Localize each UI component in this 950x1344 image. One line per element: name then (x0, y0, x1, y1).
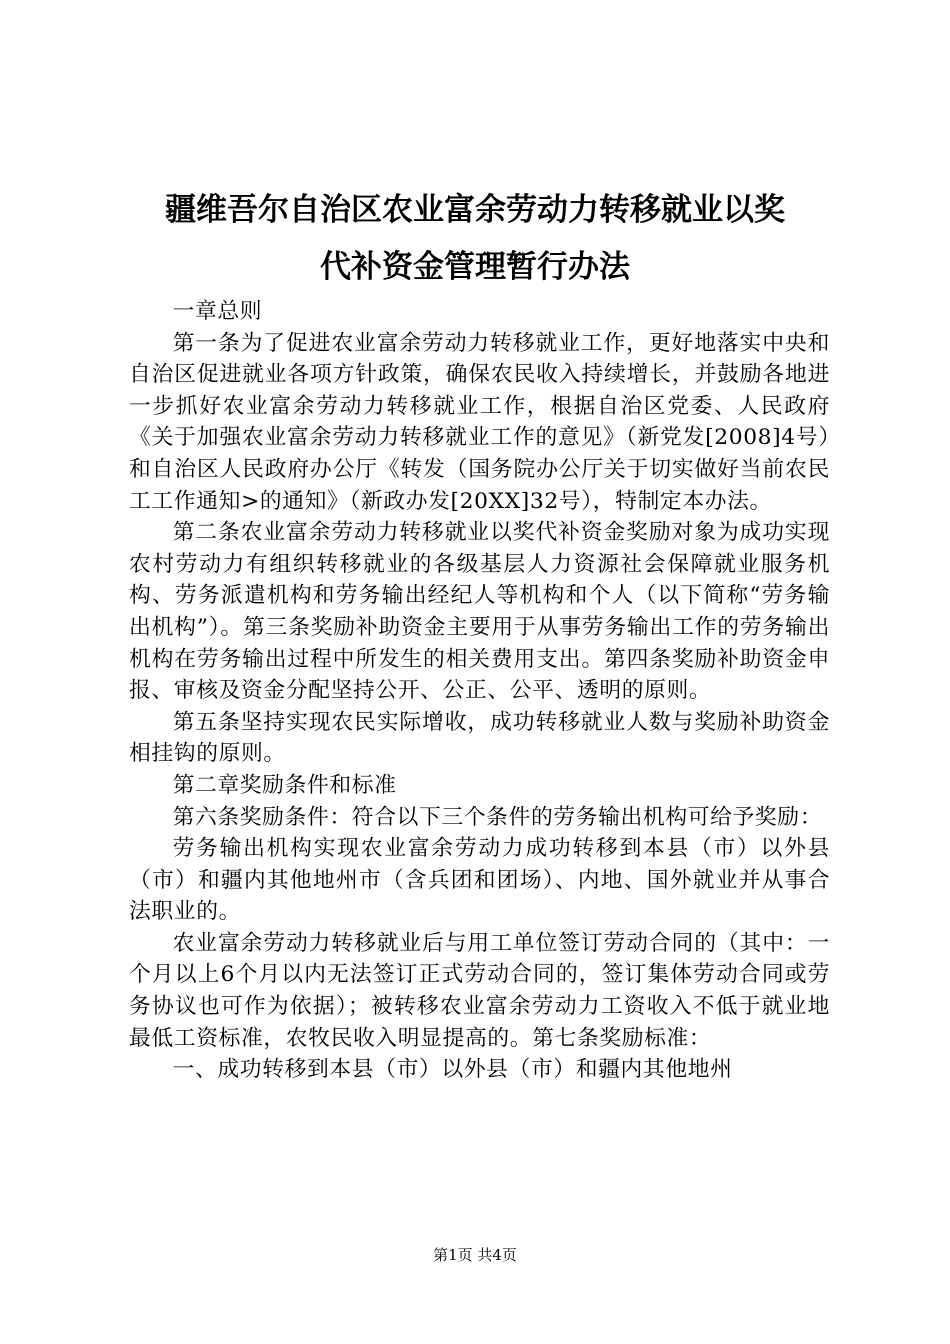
paragraph: 农业富余劳动力转移就业后与用工单位签订劳动合同的（其中：一个月以上6个月以内无法签订正式劳动合同的，签订集体劳动合同或劳务协议也可作为依据）；被转移农业富余劳动力工资收入不低于就业地最低工资标准，农牧民收入明显提高的。第七条奖励标准： (129, 930, 830, 1051)
paragraph: 第六条奖励条件：符合以下三个条件的劳务输出机构可给予奖励： (172, 804, 823, 830)
document-body (129, 296, 830, 1086)
paragraph: 第一条为了促进农业富余劳动力转移就业工作，更好地落实中央和自治区促进就业各项方针政策，确保农民收入持续增长，并鼓励各地进一步抓好农业富余劳动力转移就业工作，根据自治区党委、人民政府《关于加强农业富余劳动力转移就业工作的意见》（新党发[2008]4号）和自治区人民政府办公厅《转发（国务院办公厅关于切实做好当前农民工工作通知>的通知》（新政办发[20XX]32号），特制定本办法。 (129, 330, 830, 514)
document-title-line-2: 代补资金管理暂行办法 (320, 249, 630, 285)
paragraph: 一、成功转移到本县（市）以外县（市）和疆内其他地州 (172, 1057, 733, 1083)
paragraph: 第二条农业富余劳动力转移就业以奖代补资金奖励对象为成功实现农村劳动力有组织转移就业的各级基层人力资源社会保障就业服务机构、劳务派遣机构和劳务输出经纪人等机构和个人（以下简称“劳务输出机构”）。第三条奖励补助资金主要用于从事劳务输出工作的劳务输出机构在劳务输出过程中所发生的相关费用支出。第四条奖励补助资金申报、审核及资金分配坚持公开、公正、公平、透明的原则。 (129, 520, 830, 704)
paragraph: 第五条坚持实现农民实际增收，成功转移就业人数与奖励补助资金相挂钩的原则。 (129, 709, 830, 767)
chapter-heading: 一章总则 (172, 299, 263, 324)
paragraph: 劳务输出机构实现农业富余劳动力成功转移到本县（市）以外县（市）和疆内其他地州市（含兵团和团场）、内地、国外就业并从事合法职业的。 (129, 836, 830, 925)
document-title-line-1: 疆维吾尔自治区农业富余劳动力转移就业以奖 (165, 192, 785, 228)
page-footer: 第1页 共4页 (433, 1246, 517, 1264)
chapter-heading: 第二章奖励条件和标准 (172, 772, 397, 798)
